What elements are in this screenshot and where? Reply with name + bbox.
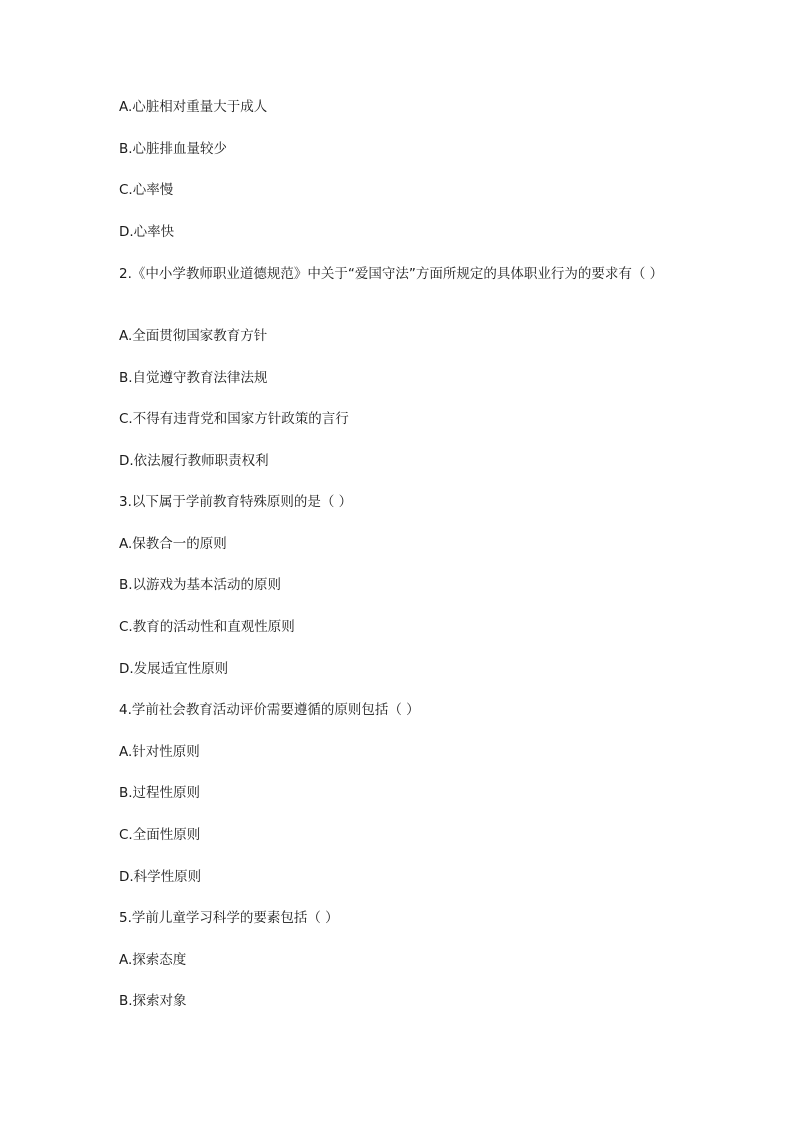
option-3d: D.发展适宜性原则 bbox=[119, 661, 229, 677]
option-4a: A.针对性原则 bbox=[119, 744, 200, 760]
option-2d: D.依法履行教师职责权利 bbox=[119, 453, 269, 469]
option-2b: B.自觉遵守教育法律法规 bbox=[119, 370, 268, 386]
option-4c: C.全面性原则 bbox=[119, 827, 201, 843]
option-5b: B.探索对象 bbox=[119, 993, 187, 1009]
option-2a: A.全面贯彻国家教育方针 bbox=[119, 328, 268, 344]
option-4b: B.过程性原则 bbox=[119, 785, 201, 801]
question-5: 5.学前儿童学习科学的要素包括（ ） bbox=[119, 910, 339, 926]
option-1c: C.心率慢 bbox=[119, 182, 174, 198]
option-3c: C.教育的活动性和直观性原则 bbox=[119, 619, 295, 635]
question-4: 4.学前社会教育活动评价需要遵循的原则包括（ ） bbox=[119, 702, 420, 718]
option-4d: D.科学性原则 bbox=[119, 869, 202, 885]
option-3a: A.保教合一的原则 bbox=[119, 536, 227, 552]
option-1a: A.心脏相对重量大于成人 bbox=[119, 99, 268, 115]
option-2c: C.不得有违背党和国家方针政策的言行 bbox=[119, 411, 349, 427]
question-2: 2.《中小学教师职业道德规范》中关于“爱国守法”方面所规定的具体职业行为的要求有（ ） bbox=[119, 266, 664, 282]
question-3: 3.以下属于学前教育特殊原则的是（ ） bbox=[119, 494, 353, 510]
option-3b: B.以游戏为基本活动的原则 bbox=[119, 577, 282, 593]
option-5a: A.探索态度 bbox=[119, 952, 187, 968]
option-1b: B.心脏排血量较少 bbox=[119, 141, 228, 157]
option-1d: D.心率快 bbox=[119, 224, 175, 240]
